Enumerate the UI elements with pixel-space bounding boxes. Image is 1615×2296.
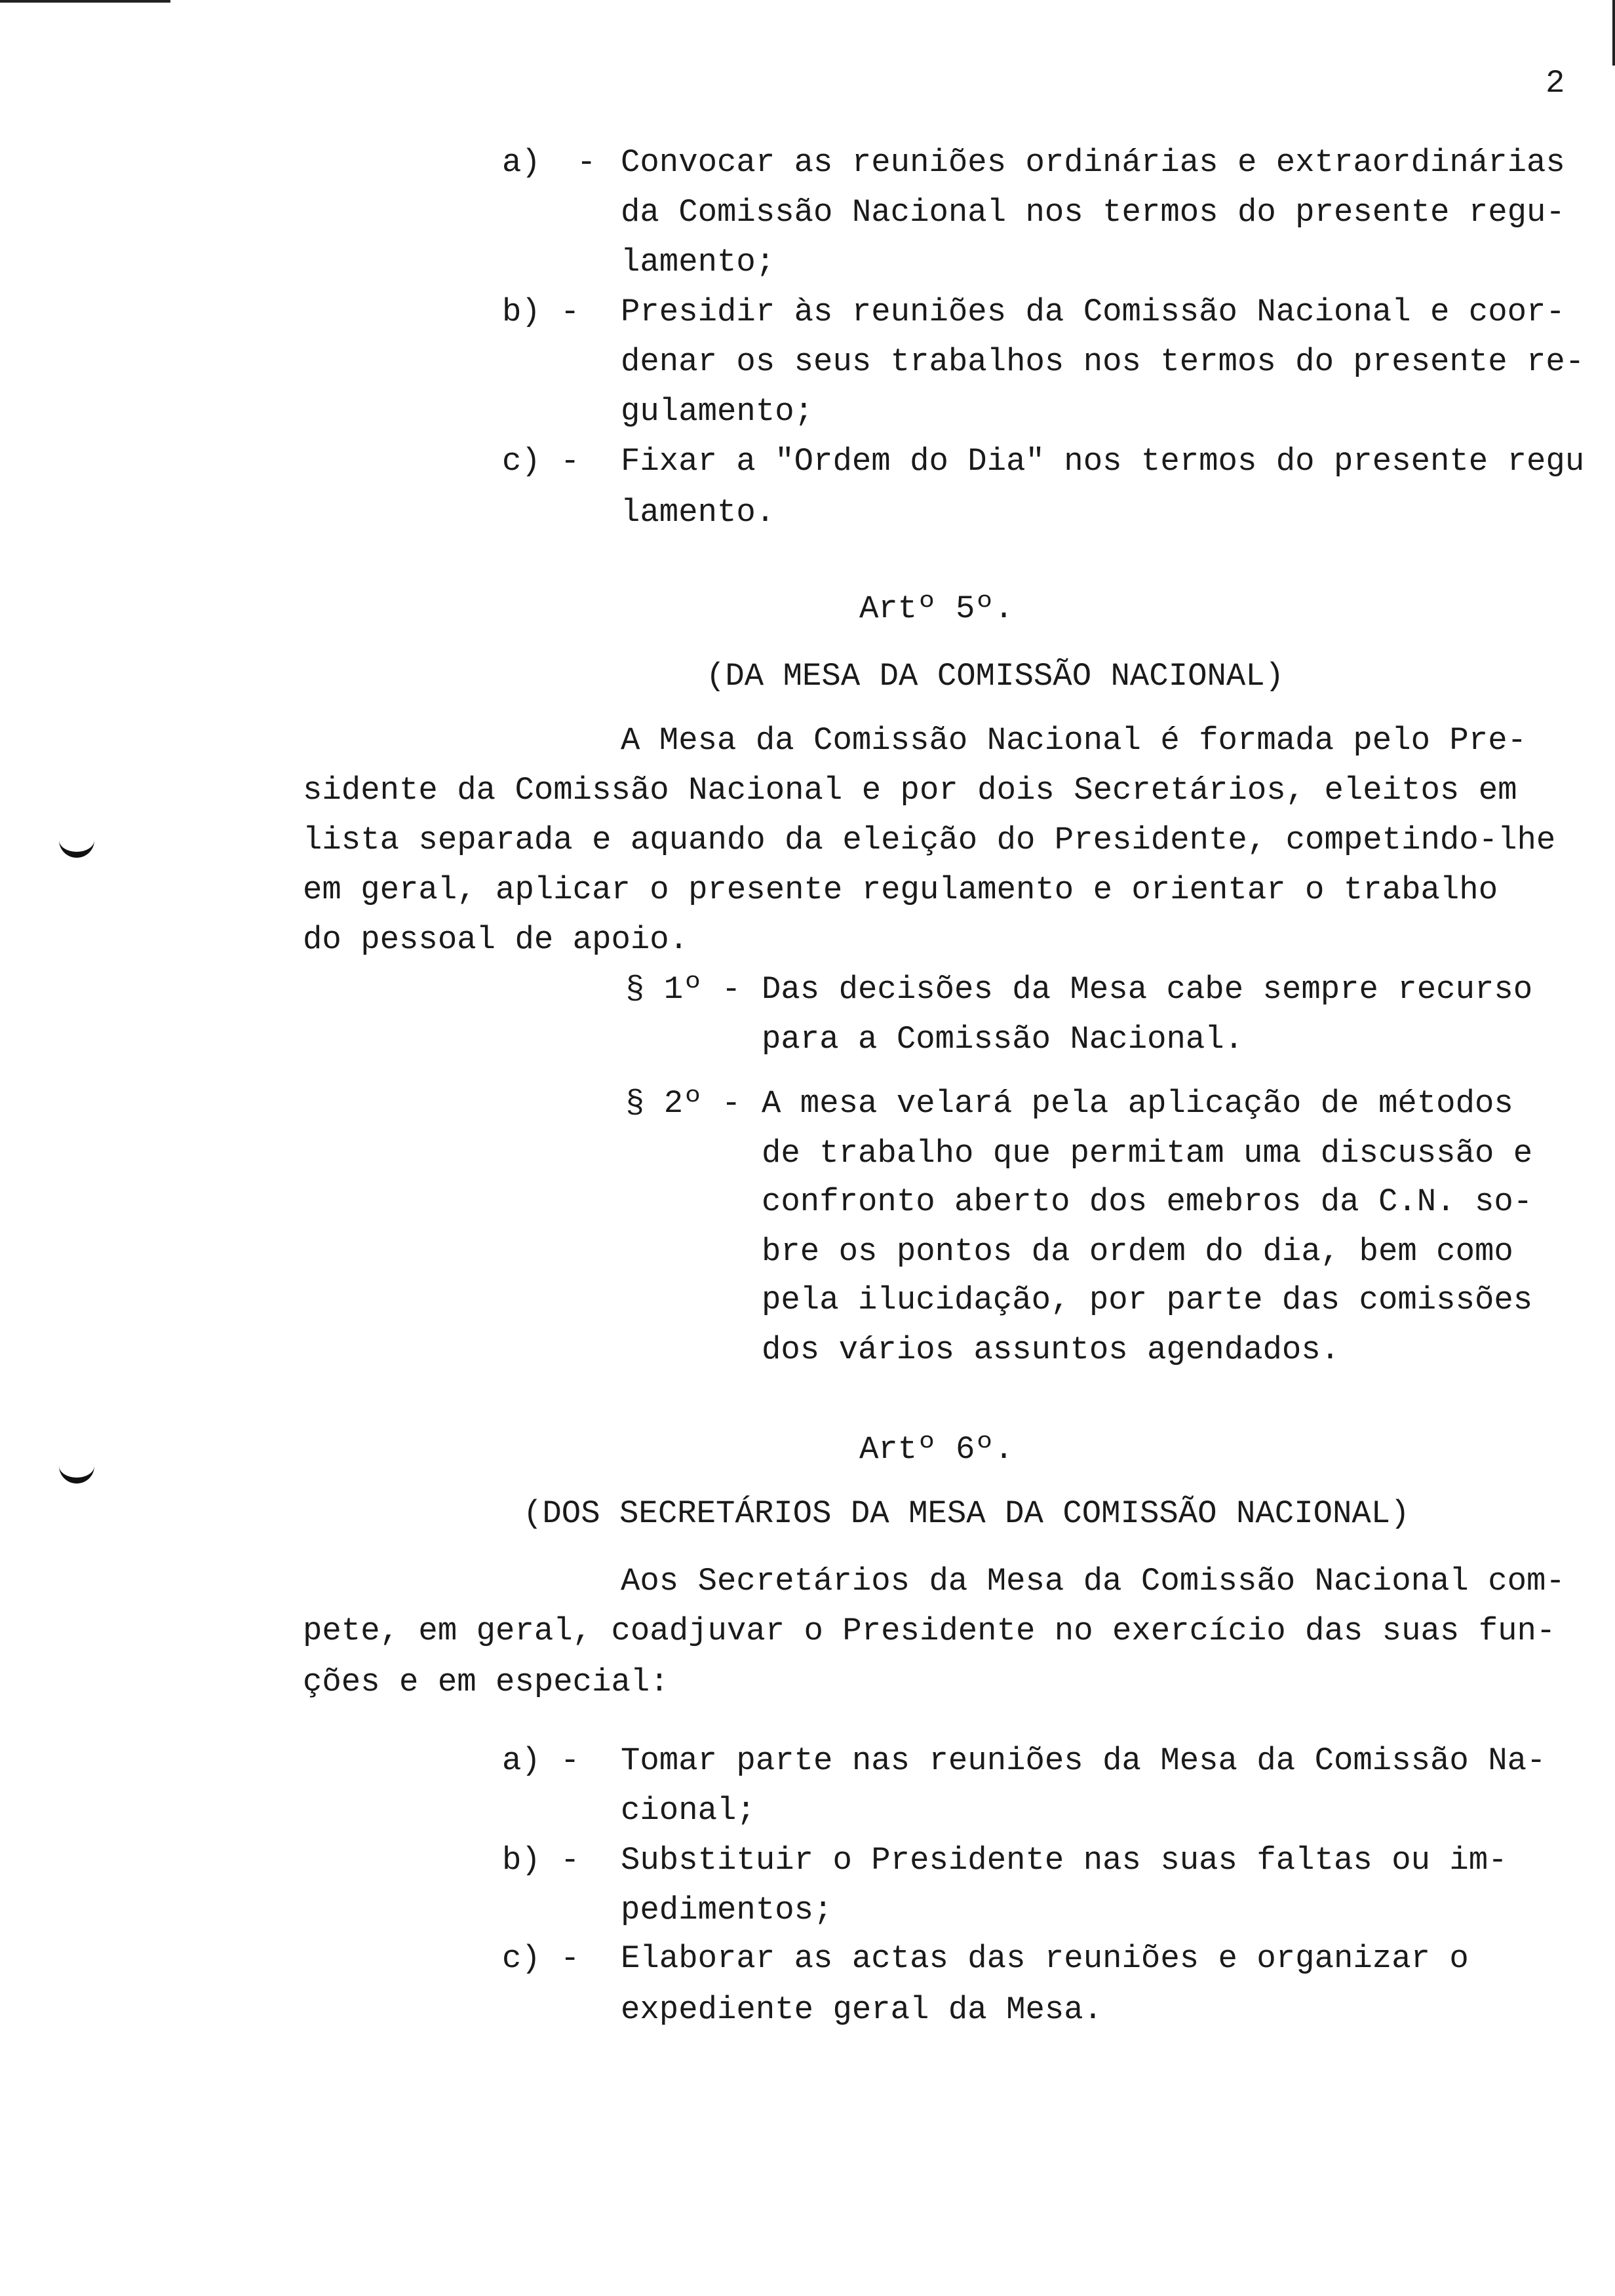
section-text: para a Comissão Nacional. [762, 1021, 1244, 1058]
article-heading: Artº 6º. [859, 1431, 1014, 1468]
item-text: Elaborar as actas das reuniões e organizar o [621, 1940, 1469, 1977]
paragraph-line: em geral, aplicar o presente regulamento e orientar o trabalho [303, 871, 1498, 908]
item-text: Substituir o Presidente nas suas faltas ou im- [621, 1842, 1508, 1879]
paragraph-line: pete, em geral, coadjuvar o Presidente no exercício das suas fun- [303, 1613, 1556, 1649]
item-dash: - [577, 144, 596, 181]
paragraph-line: lista separada e aquando da eleição do Presidente, competindo-lhe [303, 822, 1556, 858]
item-text: Convocar as reuniões ordinárias e extraordinárias [621, 144, 1565, 181]
item-text: Fixar a "Ordem do Dia" nos termos do presente regu [621, 443, 1585, 480]
item-label: c) [502, 1940, 541, 1977]
section-text: A mesa velará pela aplicação de métodos [762, 1085, 1513, 1122]
paragraph-line: sidente da Comissão Nacional e por dois Secretários, eleitos em [303, 772, 1517, 809]
item-label: b) [502, 294, 541, 330]
scan-edge-line [1612, 0, 1615, 66]
section-text: bre os pontos da ordem do dia, bem como [762, 1233, 1513, 1270]
item-text: Tomar parte nas reuniões da Mesa da Comissão Na- [621, 1742, 1546, 1779]
section-label: § 1º - [625, 971, 741, 1008]
item-label: a) [502, 144, 541, 181]
item-label: c) [502, 443, 541, 480]
item-text: expediente geral da Mesa. [621, 1991, 1103, 2028]
item-text: cional; [621, 1792, 756, 1829]
item-dash: - [560, 443, 580, 480]
item-text: gulamento; [621, 393, 814, 430]
item-dash: - [560, 1842, 580, 1879]
paragraph-line: do pessoal de apoio. [303, 921, 689, 958]
section-text: pela ilucidação, por parte das comissões [762, 1282, 1533, 1318]
item-text: denar os seus trabalhos nos termos do presente re- [621, 343, 1585, 380]
article-heading: Artº 5º. [859, 590, 1014, 627]
item-text: lamento. [621, 494, 775, 531]
section-text: dos vários assuntos agendados. [762, 1331, 1340, 1368]
section-text: confronto aberto dos emebros da C.N. so- [762, 1183, 1533, 1220]
paragraph-line: A Mesa da Comissão Nacional é formada pelo Pre- [621, 722, 1527, 759]
page-number: 2 [1546, 65, 1565, 102]
item-text: da Comissão Nacional nos termos do presente regu- [621, 194, 1565, 231]
item-label: a) [502, 1742, 541, 1779]
section-text: Das decisões da Mesa cabe sempre recurso [762, 971, 1533, 1008]
paragraph-line: ções e em especial: [303, 1664, 669, 1700]
item-label: b) [502, 1842, 541, 1879]
item-text: lamento; [621, 244, 775, 280]
paragraph-line: Aos Secretários da Mesa da Comissão Nacional com- [621, 1563, 1565, 1599]
item-dash: - [560, 294, 580, 330]
section-label: § 2º - [625, 1085, 741, 1122]
item-dash: - [560, 1940, 580, 1977]
article-subheading: (DA MESA DA COMISSÃO NACIONAL) [706, 658, 1285, 695]
article-subheading: (DOS SECRETÁRIOS DA MESA DA COMISSÃO NACIONAL) [523, 1495, 1410, 1532]
section-text: de trabalho que permitam uma discussão e [762, 1135, 1533, 1172]
item-text: pedimentos; [621, 1892, 833, 1928]
item-dash: - [560, 1742, 580, 1779]
punch-hole-mark-icon [59, 832, 94, 858]
scan-edge-line [0, 0, 170, 3]
item-text: Presidir às reuniões da Comissão Nacional e coor- [621, 294, 1565, 330]
punch-hole-mark-icon [59, 1458, 94, 1483]
